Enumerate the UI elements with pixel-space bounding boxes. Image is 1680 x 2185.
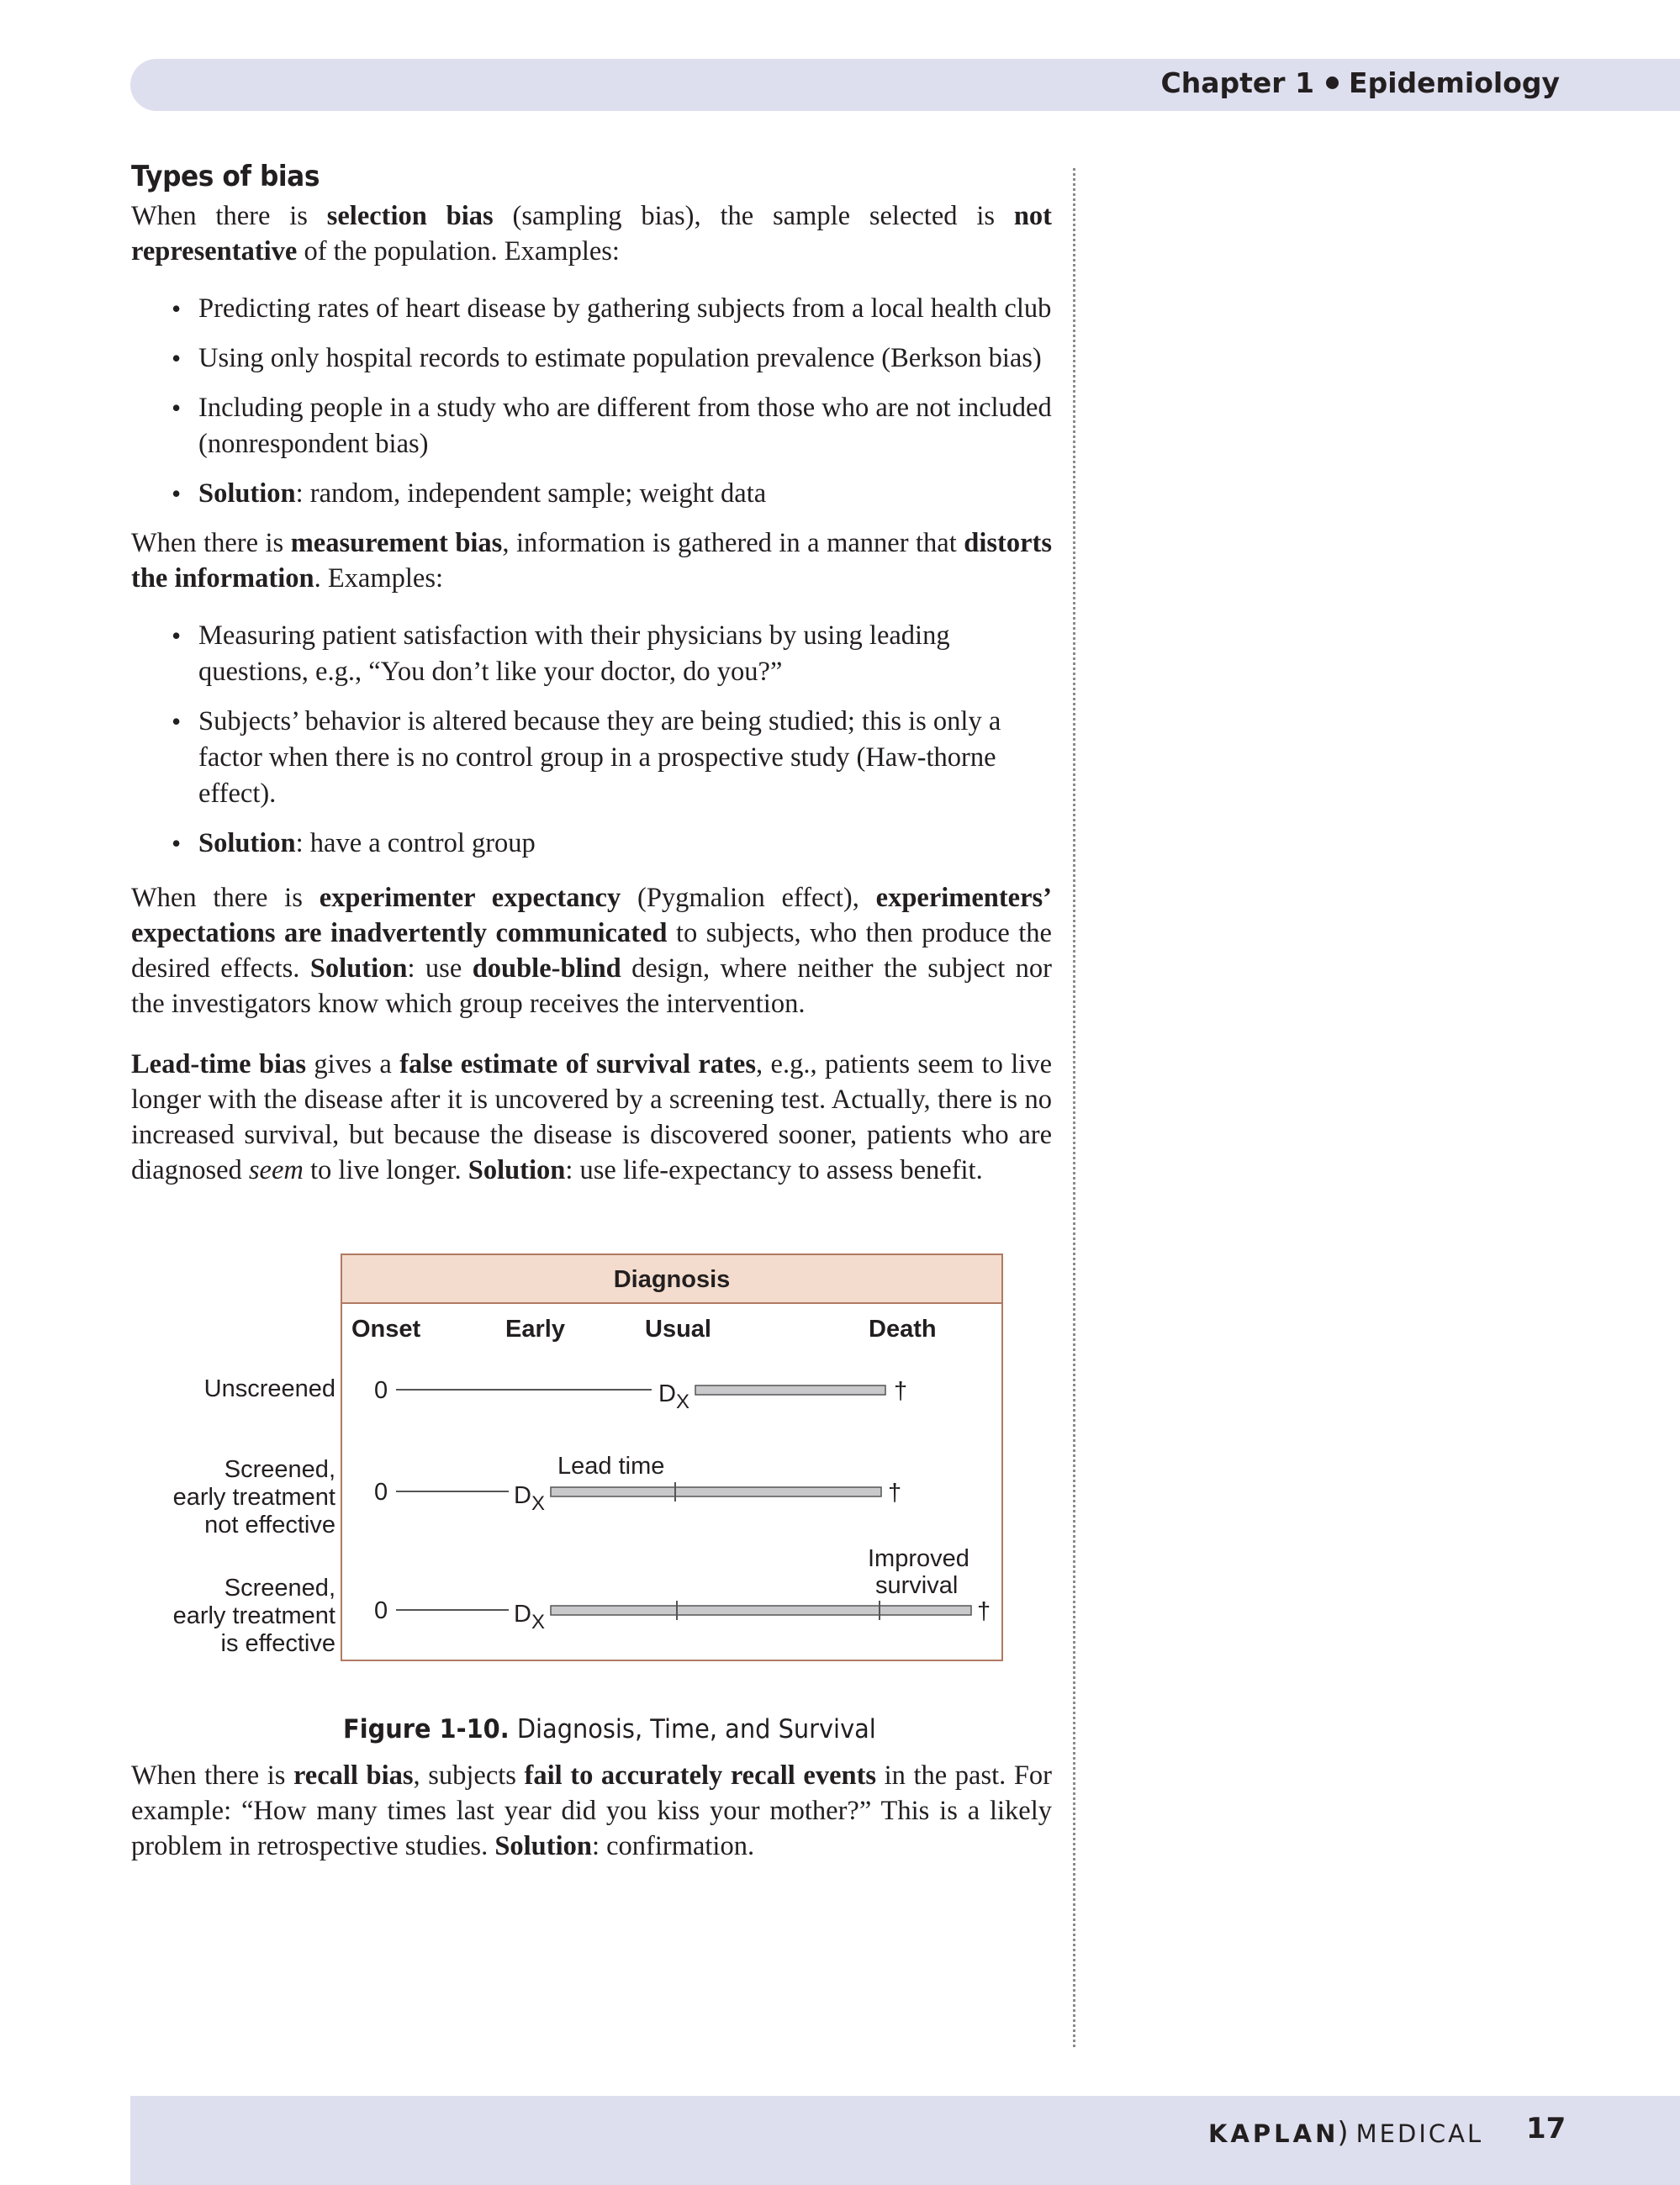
text: , e.g., patients seem to live longer with the disease after it is uncovered by a screening test. Actually, there is no increased survival, but because the disease is discovered sooner, patients who are diagnosed [131,1049,1052,1185]
logo-suffix: MEDICAL [1355,2119,1484,2148]
row-label-line: is effective [220,1630,335,1657]
section-title: Types of bias [131,160,320,193]
row-label-line: not effective [204,1512,335,1538]
death-dagger: † [977,1598,991,1625]
text: : have a control group [295,828,536,858]
solution-label: Solution [309,953,408,984]
survival-bar [551,1606,971,1615]
column-usual: Usual [645,1316,711,1343]
lead-time-label: Lead time [557,1453,665,1480]
onset-zero: 0 [374,1597,388,1624]
figure-lead-time [131,1253,1052,1744]
term-lead-time-bias: Lead-time bias [131,1049,306,1079]
term-experimenter-expectancy: experimenter expectancy [319,883,621,913]
text: to live longer. [303,1155,468,1185]
text: When there is [131,883,320,913]
row-label-line: Unscreened [203,1375,335,1402]
survival-label: survival [875,1572,959,1599]
text: When there is [131,528,291,558]
row-label-line: Screened, [224,1575,335,1602]
text: gives a [306,1049,400,1079]
chapter-topic: Epidemiology [1349,66,1560,99]
term-false-estimate: false estimate of survival rates [399,1049,757,1079]
onset-zero: 0 [374,1377,388,1404]
diagnosis-marker: $D_X$ [514,1601,545,1633]
solution-label: Solution [198,828,296,858]
term-recall-bias: recall bias [293,1760,414,1791]
caption-text: Diagnosis, Time, and Survival [509,1714,876,1744]
text: : random, independent sample; weight data [295,478,767,509]
publisher-logo [1208,2116,1483,2150]
term-measurement-bias: measurement bias [290,528,503,558]
selection-bias-examples [131,291,1052,512]
diagnosis-marker: $D_X$ [514,1482,545,1515]
list-item: • Using only hospital records to estimate population prevalence (Berkson bias) [131,340,1052,377]
term-expectations: experimenters’ expectations are inadvertently communicated [131,883,1052,948]
timeline-diagram [341,1253,1005,1665]
solution-label: Solution [198,478,296,509]
onset-zero: 0 [374,1479,388,1506]
text: (Pygmalion effect), [621,883,876,913]
text: : use life-expectancy to assess benefit. [565,1155,983,1185]
text: in the past. For example: “How many times last year did you kiss your mother?” This is a likely problem in retrospective studies. [131,1760,1052,1861]
margin-divider [1073,168,1075,2047]
selection-bias-paragraph [131,198,1052,269]
term-double-blind: double-blind [472,953,621,984]
chapter-label: Chapter 1 [1160,66,1315,99]
measurement-bias-examples [131,618,1052,862]
survival-bar [695,1385,885,1395]
term-selection-bias: selection bias [326,201,494,231]
text: (sampling bias), the sample selected is [493,201,1014,231]
row-label-line: Screened, [224,1456,335,1483]
measurement-bias-paragraph [131,525,1052,596]
diagnosis-marker: $D_X$ [658,1380,689,1413]
text: : use [407,953,473,984]
row-label-unscreened [151,1375,335,1403]
column-onset: Onset [351,1316,421,1343]
row-label-line: early treatment [172,1484,335,1511]
lead-time-bias-paragraph [131,1047,1052,1188]
text: . Examples: [314,563,444,594]
list-item [131,476,1052,512]
list-item: • Including people in a study who are different from those who are not included (nonrespondent bias) [131,390,1052,462]
row-label-line: early treatment [172,1602,335,1629]
text: : confirmation. [591,1831,755,1861]
row-label-screened-effective [151,1575,335,1658]
death-dagger: † [894,1378,908,1405]
improved-label: Improved [868,1545,969,1572]
text: When there is [131,1760,293,1791]
row-label-screened-not-effective [151,1456,335,1539]
experimenter-expectancy-paragraph [131,880,1052,1021]
term-distorts: distorts the information [131,528,1052,594]
page-number: 17 [1526,2112,1566,2145]
bullet-dot-icon [1326,77,1339,89]
logo-swoosh-icon: ) [1337,2116,1351,2150]
text: , subjects [413,1760,525,1791]
column-early: Early [505,1316,565,1343]
text: , information is gathered in a manner that [502,528,964,558]
logo-wordmark: KAPLAN [1208,2119,1339,2148]
list-item: • Subjects’ behavior is altered because they are being studied; this is only a factor when there is no control group in a prospective study (Haw-thorne effect). [131,704,1052,812]
survival-bar [551,1487,881,1496]
figure-caption [343,1714,876,1744]
caption-label: Figure 1-10. [343,1714,510,1744]
text: to subjects, who then produce the desired effects. [131,918,1052,984]
list-item: • Predicting rates of heart disease by gathering subjects from a local health club [131,291,1052,327]
recall-bias-paragraph [131,1758,1052,1864]
list-item [131,826,1052,862]
death-dagger: † [888,1480,902,1507]
solution-label: Solution [494,1831,592,1861]
text: of the population. Examples: [297,236,620,267]
solution-label: Solution [468,1155,566,1185]
emphasis-seem: seem [248,1155,304,1185]
main-column [131,160,1052,1864]
figure-header: Diagnosis [342,1255,1001,1304]
list-item: • Measuring patient satisfaction with their physicians by using leading questions, e.g., “You don’t like your doctor, do you?” [131,618,1052,690]
text: When there is [131,201,327,231]
running-header [1161,66,1560,99]
term-not-representative: not representative [131,201,1053,267]
term-fail-recall: fail to accurately recall events [524,1760,877,1791]
text: design, where neither the subject nor the investigators know which group receives the intervention. [131,953,1052,1019]
column-death: Death [869,1316,937,1343]
